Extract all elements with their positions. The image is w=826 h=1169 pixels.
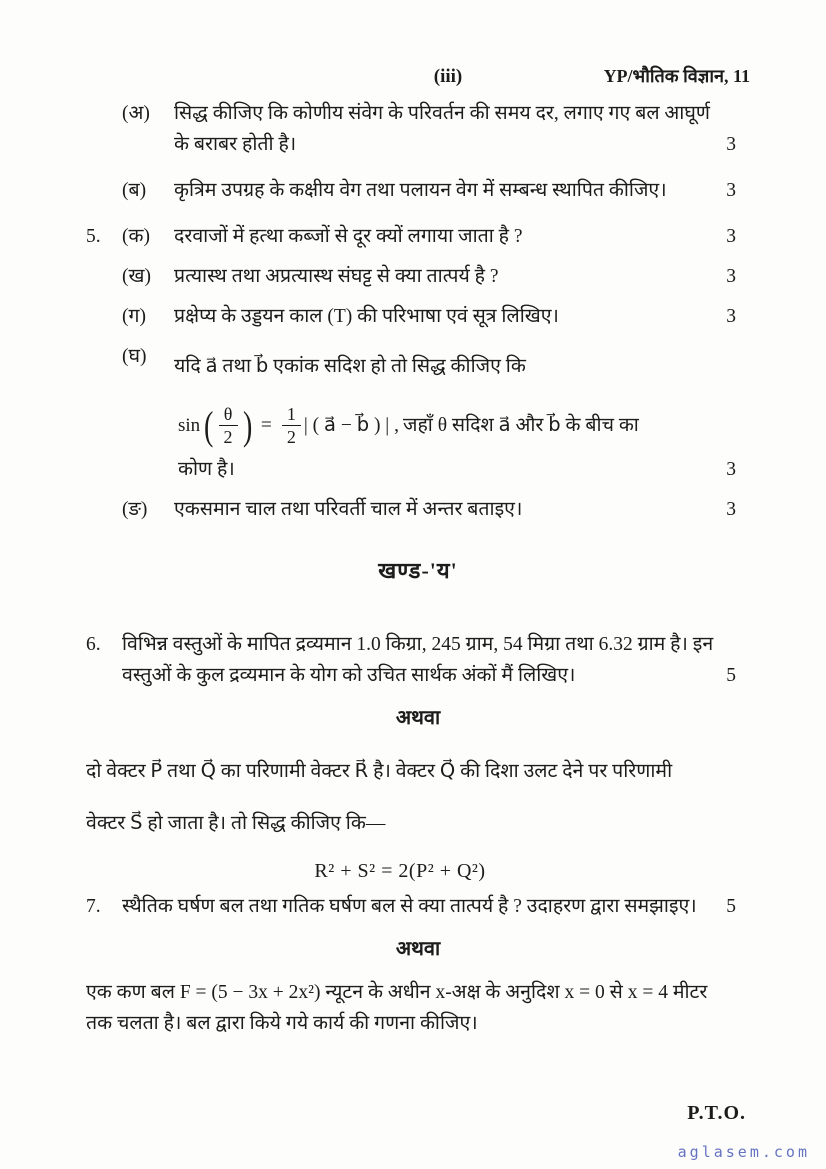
fraction-theta-2 bbox=[219, 403, 238, 448]
subpart-label: (ब) bbox=[122, 180, 147, 201]
marks-value: 3 bbox=[726, 306, 736, 327]
question-number: 5. bbox=[86, 226, 101, 247]
marks-value: 5 bbox=[726, 896, 736, 917]
subpart-label: (ग) bbox=[122, 306, 146, 327]
question-text-continued: कोण है। bbox=[178, 459, 235, 480]
marks-value: 5 bbox=[726, 665, 736, 686]
question-text: सिद्ध कीजिए कि कोणीय संवेग के परिवर्तन की समय दर, लगाए गए बल आघूर्ण के बराबर होती है। bbox=[174, 103, 710, 155]
question-number bbox=[86, 341, 122, 485]
question-number bbox=[86, 261, 122, 292]
subpart-label: (क) bbox=[122, 226, 150, 247]
question-number: 7. bbox=[86, 896, 101, 917]
marks-value: 3 bbox=[726, 226, 736, 247]
question-alternative bbox=[86, 977, 750, 1039]
or-separator: अथवा bbox=[395, 707, 441, 729]
equation-sin-theta bbox=[178, 403, 714, 448]
question-number bbox=[86, 301, 122, 332]
question-text: दो वेक्टर P⃗ तथा Q⃗ का परिणामी वेक्टर R⃗ है। वेक्टर Q⃗ की दिशा उलट देने पर परिणामी वेक्टर S⃗ हो जाता है। तो सिद्ध कीजिए कि— bbox=[86, 761, 673, 834]
question-number bbox=[86, 494, 122, 525]
question-text: स्थैतिक घर्षण बल तथा गतिक घर्षण बल से क्या तात्पर्य है ? उदाहरण द्वारा समझाइए। bbox=[122, 896, 697, 917]
equation-function: sin bbox=[178, 414, 201, 436]
subpart-label: (ख) bbox=[122, 266, 151, 287]
section-heading: खण्ड-'य' bbox=[378, 558, 458, 583]
question-body bbox=[174, 341, 714, 485]
pto-label: P.T.O. bbox=[687, 1102, 746, 1124]
question-alternative bbox=[86, 746, 750, 850]
marks-value: 3 bbox=[726, 180, 736, 201]
question-item bbox=[86, 341, 750, 485]
marks-value: 3 bbox=[726, 499, 736, 520]
subpart-label: (घ) bbox=[122, 346, 147, 367]
equals-sign: = bbox=[260, 414, 272, 436]
question-text: एक कण बल F = (5 − 3x + 2x²) न्यूटन के अधीन x-अक्ष के अनुदिश x = 0 से x = 4 मीटर तक चलता है। बल द्वारा किये गये कार्य की गणना कीजिए। bbox=[86, 982, 708, 1034]
question-text: दरवाजों में हत्था कब्जों से दूर क्यों लगाया जाता है ? bbox=[174, 226, 523, 247]
subpart-label: (अ) bbox=[122, 103, 150, 124]
marks-value: 3 bbox=[726, 459, 736, 480]
fraction-1-2 bbox=[282, 403, 301, 448]
question-item bbox=[86, 301, 750, 332]
subpart-label: (ङ) bbox=[122, 499, 148, 520]
fraction-numerator: 1 bbox=[282, 403, 301, 426]
watermark-text: aglasem.com bbox=[677, 1143, 810, 1161]
question-item bbox=[86, 98, 750, 160]
question-number bbox=[86, 175, 122, 206]
equation-resultant-vectors: R² + S² = 2(P² + Q²) bbox=[314, 860, 486, 882]
paper-code: YP/भौतिक विज्ञान, 11 bbox=[603, 66, 750, 86]
right-paren: ) bbox=[242, 402, 252, 448]
question-text: विभिन्न वस्तुओं के मापित द्रव्यमान 1.0 किग्रा, 245 ग्राम, 54 मिग्रा तथा 6.32 ग्राम है। इन वस्तुओं के कुल द्रव्यमान के योग को उचित सार्थक अंकों मैं लिखिए। bbox=[122, 634, 714, 686]
question-text: एकसमान चाल तथा परिवर्ती चाल में अन्तर बताइए। bbox=[174, 499, 523, 520]
fraction-denominator: 2 bbox=[286, 427, 296, 447]
question-number: 6. bbox=[86, 634, 101, 655]
question-item bbox=[86, 629, 750, 691]
question-number bbox=[86, 98, 122, 160]
marks-value: 3 bbox=[726, 266, 736, 287]
question-item bbox=[86, 221, 750, 252]
question-text: प्रत्यास्थ तथा अप्रत्यास्थ संघट्ट से क्या तात्पर्य है ? bbox=[174, 266, 499, 287]
question-item bbox=[86, 175, 750, 206]
fraction-numerator: θ bbox=[219, 403, 238, 426]
question-text: प्रक्षेप्य के उड्डयन काल (T) की परिभाषा एवं सूत्र लिखिए। bbox=[174, 306, 559, 327]
question-item bbox=[86, 261, 750, 292]
question-item bbox=[86, 494, 750, 525]
question-text: कृत्रिम उपग्रह के कक्षीय वेग तथा पलायन वेग में सम्बन्ध स्थापित कीजिए। bbox=[174, 180, 667, 201]
marks-value: 3 bbox=[726, 134, 736, 155]
page-content bbox=[86, 64, 750, 1048]
fraction-denominator: 2 bbox=[223, 427, 233, 447]
left-paren: ( bbox=[204, 402, 214, 448]
question-item bbox=[86, 891, 750, 922]
equation-condition: जहाँ θ सदिश a⃗ और b⃗ के बीच का bbox=[402, 414, 639, 436]
page-number: (iii) bbox=[433, 66, 463, 87]
equation-rhs: | ( a⃗ − b⃗ ) | , bbox=[303, 414, 399, 436]
question-text: यदि a⃗ तथा b⃗ एकांक सदिश हो तो सिद्ध कीजिए कि bbox=[174, 356, 526, 377]
or-separator: अथवा bbox=[395, 938, 441, 960]
page-header bbox=[86, 64, 750, 88]
